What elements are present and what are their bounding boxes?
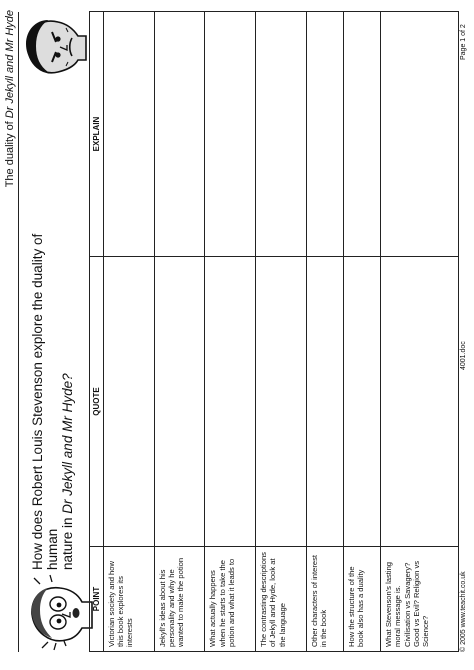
question-line-1: How does Robert Louis Stevenson explore the duality of human — [30, 233, 60, 570]
quote-cell[interactable] — [344, 257, 381, 547]
point-cell: Jekyll's ideas about his personality and why he wanted to make the potion — [154, 547, 205, 652]
table-row — [104, 12, 155, 652]
explain-cell[interactable] — [104, 12, 155, 257]
point-cell: Victorian society and how this book explores its interests — [104, 547, 155, 652]
title-italic: Dr Jekyll and Mr Hyde — [4, 10, 16, 119]
point-cell: What Stevenson's lasting moral message is. Civilisation vs Savagery? Good vs Evil? Religion vs Science? — [381, 547, 459, 652]
explain-cell[interactable] — [306, 12, 343, 257]
header-point: POINT — [90, 547, 104, 652]
point-cell: What actually happens when he starts to take the potion and what it leads to — [205, 547, 256, 652]
point-cell: Other characters of interest in the book — [306, 547, 343, 652]
document-title — [4, 10, 16, 200]
table-row — [256, 12, 307, 652]
table-row — [381, 12, 459, 652]
point-cell: How the structure of the book also has a duality — [344, 547, 381, 652]
header-explain: EXPLAIN — [90, 12, 104, 257]
point-cell: The contrasting descriptions of Jekyll and Hyde, look at the language — [256, 547, 307, 652]
quote-cell[interactable] — [154, 257, 205, 547]
table-header-row — [90, 12, 104, 652]
footer-page-number: Page 1 of 2 — [460, 24, 467, 60]
question-line-2 — [60, 210, 75, 570]
table-row — [205, 12, 256, 652]
question-line-2-italic: Dr Jekyll and Mr Hyde? — [60, 373, 75, 514]
table-row — [344, 12, 381, 652]
hyde-cartoon-icon — [22, 12, 88, 82]
quote-cell[interactable] — [104, 257, 155, 547]
footer-doc-id: 4001.doc — [460, 341, 467, 370]
quote-cell[interactable] — [306, 257, 343, 547]
analysis-table — [89, 11, 459, 652]
header-quote: QUOTE — [90, 257, 104, 547]
explain-cell[interactable] — [381, 12, 459, 257]
header-divider — [18, 12, 19, 652]
quote-cell[interactable] — [205, 257, 256, 547]
explain-cell[interactable] — [256, 12, 307, 257]
explain-cell[interactable] — [154, 12, 205, 257]
jekyll-cartoon-icon — [22, 574, 98, 652]
essay-question — [30, 210, 75, 570]
quote-cell[interactable] — [381, 257, 459, 547]
explain-cell[interactable] — [344, 12, 381, 257]
title-prefix: The duality of — [4, 118, 16, 188]
quote-cell[interactable] — [256, 257, 307, 547]
question-line-2-prefix: nature in — [60, 513, 75, 570]
explain-cell[interactable] — [205, 12, 256, 257]
table-row — [306, 12, 343, 652]
footer-copyright: © 2005 www.teachit.co.uk — [460, 571, 467, 652]
table-row — [154, 12, 205, 652]
